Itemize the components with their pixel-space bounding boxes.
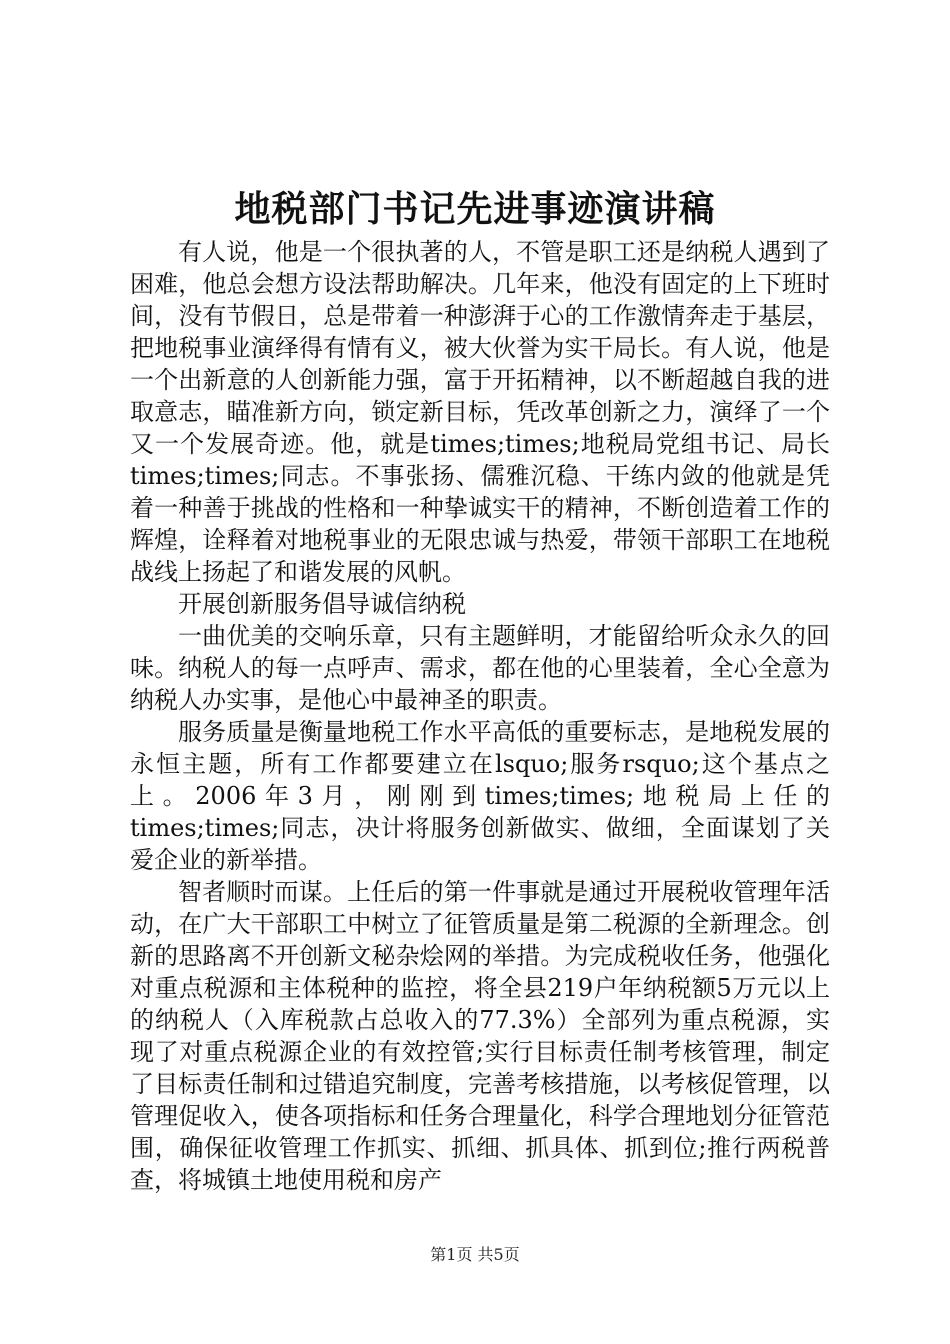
document-title: 地税部门书记先进事迹演讲稿	[234, 188, 716, 230]
document-body	[130, 236, 830, 1196]
paragraph-intro: 有人说，他是一个很执著的人，不管是职工还是纳税人遇到了困难，他总会想方设法帮助解决。几年来，他没有固定的上下班时间，没有节假日，总是带着一种澎湃于心的工作激情奔走于基层，把地税事业演绎得有情有义，被大伙誉为实干局长。有人说，他是一个出新意的人创新能力强，富于开拓精神，以不断超越自我的进取意志，瞄准新方向，锁定新目标，凭改革创新之力，演绎了一个又一个发展奇迹。他，就是times;times;地税局党组书记、局长times;times;同志。不事张扬、儒雅沉稳、干练内敛的他就是凭着一种善于挑战的性格和一种挚诚实干的精神，不断创造着工作的辉煌，诠释着对地税事业的无限忠诚与热爱，带领干部职工在地税战线上扬起了和谐发展的风帆。	[130, 238, 830, 586]
paragraph-symphony: 一曲优美的交响乐章，只有主题鲜明，才能留给听众永久的回味。纳税人的每一点呼声、需求，都在他的心里装着，全心全意为纳税人办实事，是他心中最神圣的职责。	[130, 622, 830, 714]
paragraph-service-quality: 服务质量是衡量地税工作水平高低的重要标志，是地税发展的永恒主题，所有工作都要建立在lsquo;服务rsquo;这个基点之上。2006年3月，刚刚到times;times;地税局上任的times;times;同志，决计将服务创新做实、做细，全面谋划了关爱企业的新举措。	[130, 718, 830, 874]
page-number-footer: 第1页 共5页	[430, 1245, 520, 1264]
paragraph-wise-planning: 智者顺时而谋。上任后的第一件事就是通过开展税收管理年活动，在广大干部职工中树立了征管质量是第二税源的全新理念。创新的思路离不开创新文秘杂烩网的举措。为完成税收任务，他强化对重点税源和主体税种的监控，将全县219户年纳税额5万元以上的纳税人（入库税款占总收入的77.3%）全部列为重点税源，实现了对重点税源企业的有效控管;实行目标责任制考核管理，制定了目标责任制和过错追究制度，完善考核措施，以考核促管理，以管理促收入，使各项指标和任务合理量化，科学合理地划分征管范围，确保征收管理工作抓实、抓细、抓具体、抓到位;推行两税普查，将城镇土地使用税和房产	[130, 878, 830, 1194]
section-heading: 开展创新服务倡导诚信纳税	[178, 590, 466, 618]
